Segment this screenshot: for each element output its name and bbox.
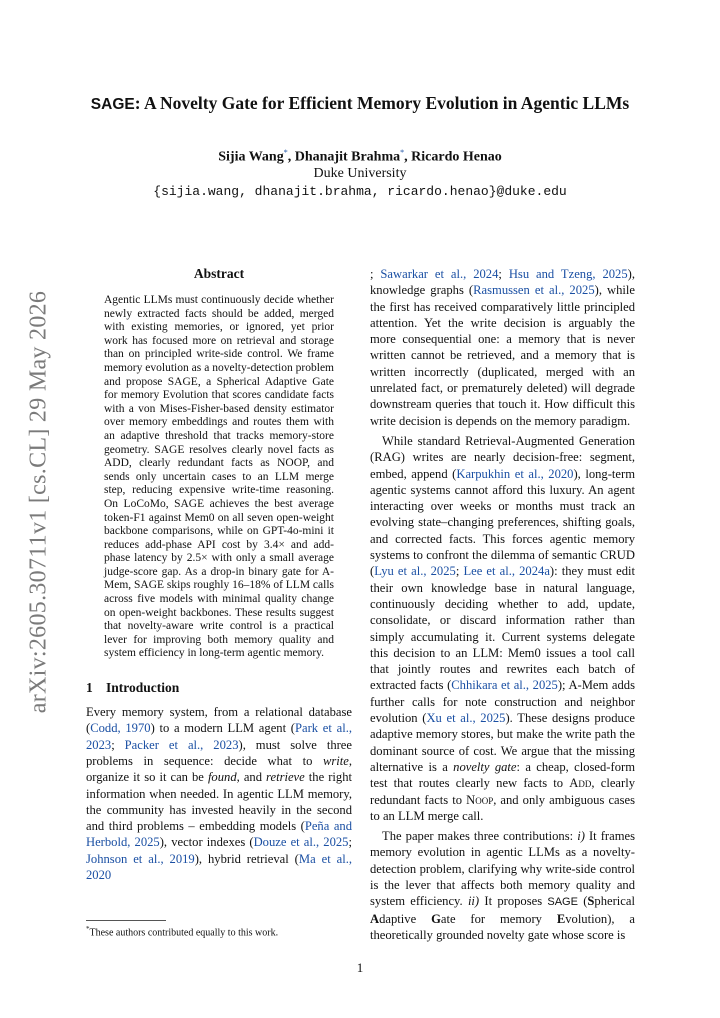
text-run: ) to a modern LLM agent ( [150, 721, 295, 736]
text-run: the right information when needed. In agentic LLM memory, the community has invested heavily in the second and third problems – embedding models ( [86, 770, 353, 834]
right-column [370, 266, 635, 943]
text-run: ): they must edit their own knowledge base in natural language, continuously deciding whether to add, update, consolidate, or discard information rather than simply accumulating it. Current systems delegate this decision to an LLM: Mem0 issues a tool call that jointly routes and rewrites each batch of extracted facts ( [370, 564, 636, 693]
text-run: , organize it so it can be [86, 753, 352, 785]
text-run: : a cheap, closed-form test that routes clearly new facts to [370, 759, 635, 791]
citation-link[interactable]: Lyu et al., 2025 [374, 564, 456, 579]
emphasis: ii) [467, 894, 480, 909]
citation-link[interactable]: Ma et al., 2020 [86, 851, 353, 882]
acronym-letter: G [431, 911, 441, 926]
text-run: ( [577, 894, 588, 909]
emphasis: write [322, 753, 349, 768]
acronym-letter: E [556, 911, 566, 926]
citation-link[interactable]: Peña and Herbold, 2025 [86, 819, 352, 850]
citation-link[interactable]: Chhikara et al., 2025 [451, 678, 558, 693]
text-run: ), must solve three problems in sequence: decide what to [86, 737, 352, 768]
citation-link[interactable]: Lee et al., 2024a [463, 564, 550, 579]
section-heading [86, 680, 352, 696]
footnote [86, 925, 356, 938]
acronym-letter: S [587, 894, 595, 909]
text-run: ), vector indexes ( [159, 835, 254, 850]
footnote-text: These authors contributed equally to this work. [89, 927, 279, 939]
title-text: : A Novelty Gate for Efficient Memory Evolution in Agentic LLMs [134, 93, 630, 113]
citation-link[interactable]: Xu et al., 2025 [426, 711, 506, 726]
text-run: volution), a theoretically grounded novelty gate whose score is [370, 911, 636, 942]
citation-link[interactable]: Johnson et al., 2019 [86, 851, 195, 866]
intro-paragraph-2 [370, 433, 635, 824]
paper-title [0, 93, 720, 114]
intro-paragraph-3 [370, 828, 635, 943]
text-run: ). These designs produce adaptive memory stores, but make the write path the dominant source of cost. We argue that the missing alternative is a [370, 711, 635, 774]
section-number: 1 [86, 680, 93, 696]
footnote-divider [86, 920, 166, 921]
emphasis: i) [577, 829, 585, 844]
text-run: daptive [379, 911, 432, 926]
operation-name: Noop [466, 792, 494, 807]
author-emails: {sijia.wang, dhanajit.brahma, ricardo.henao}@duke.edu [153, 184, 567, 199]
author-list [0, 148, 720, 166]
acronym-letter: A [370, 911, 380, 926]
text-run: Every memory system, from a relational database ( [86, 705, 352, 736]
operation-name: Add [569, 776, 592, 791]
text-run: , and only ambiguous cases to an LLM merge call. [370, 792, 636, 823]
citation-link[interactable]: Karpukhin et al., 2020 [456, 466, 574, 481]
emphasis: retrieve [266, 770, 305, 785]
text-run: It proposes [479, 894, 548, 909]
intro-paragraph-1 [86, 704, 352, 883]
author-separator: , [404, 149, 412, 165]
author-name: Ricardo Henao [411, 149, 502, 165]
text-run: ; [348, 835, 352, 850]
author-name: Dhanajit Brahma [294, 149, 401, 165]
text-run: ; [370, 267, 381, 281]
citation-link[interactable]: Codd, 1970 [90, 721, 151, 736]
text-run: ; [455, 564, 464, 579]
text-run: ), knowledge graphs ( [370, 267, 635, 298]
section-title: Introduction [106, 680, 180, 696]
author-name: Sijia Wang [218, 149, 284, 165]
text-run: ; [111, 737, 125, 752]
citation-link[interactable]: Sawarkar et al., 2024 [380, 267, 499, 281]
title-system-name: SAGE [90, 96, 135, 113]
page-number: 1 [356, 960, 364, 975]
arxiv-identifier-stamp [22, 282, 56, 722]
text-run: ), long-term agentic systems cannot afford this luxury. An agent interacting over weeks or months must track an evolving state–changing preferences, shifting goals, and corrected facts. This forces agentic memory systems to confront the dilemma of semantic CRUD ( [370, 466, 636, 579]
equal-contribution-mark: * [283, 148, 288, 157]
author-separator: , [287, 149, 295, 165]
text-run: While standard Retrieval-Augmented Generation (RAG) writes are nearly decision-free: segment, embed, append ( [370, 433, 635, 481]
text-run: ; [498, 267, 509, 281]
text-run: It frames memory evolution in agentic LLMs as a novelty-detection problem, clarifying why write-side control is the lever that affects both memory quality and system efficiency. [370, 829, 635, 909]
footnote-mark: * [86, 925, 90, 933]
text-run: ), while the first has received comparatively little principled attention. Yet the write decision is arguably the more consequential one: a memory that is never written cannot be retrieved, and a memory that is written incorrectly (duplicated, merged with an unrelated fact, or prematurely deleted) will degrade downstream queries that touch it. How difficult this write decision is depends on the memory paradigm. [370, 283, 635, 428]
system-name: SAGE [547, 896, 578, 909]
arxiv-identifier: arXiv:2605.30711v1 [cs.CL] 29 May 2026 [25, 290, 52, 714]
text-run: , and [236, 770, 267, 785]
citation-link[interactable]: Rasmussen et al., 2025 [473, 283, 595, 298]
text-run: ), hybrid retrieval ( [194, 851, 299, 866]
citation-link[interactable]: Hsu and Tzeng, 2025 [508, 267, 628, 281]
abstract-text: Agentic LLMs must continuously decide whether newly extracted facts should be added, merged with existing memories, or ignored, yet prior work has focused more on retrieval and storage than on principled write-side control. We frame memory evolution as a novelty-detection problem and propose SAGE, a Spherical Adaptive Gate for memory Evolution that scores candidate facts with a von Mises-Fisher-based density estimator over memory embeddings and routes them with an adaptive threshold that tracks memory-store geometry. SAGE resolves clearly novel facts as ADD, clearly redundant facts as NOOP, and sends only uncertain cases to an LLM merge step, reducing expensive write-time reasoning. On LoCoMo, SAGE achieves the best average token-F1 against Mem0 on all seven open-weight backbone comparisons, while on GPT-4o-mini it reduces add-phase API cost by 3.4× and add-phase latency by 2.5× with only a small average judge-score gap. As a drop-in binary gate for A-Mem, SAGE skips roughly 16–18% of LLM calls across five models with minimal quality change on open-weight backbones. These results suggest that novelty-aware write control is a practical lever for improving both memory quality and system efficiency in long-term agentic memory. [104, 294, 334, 660]
text-run: The paper makes three contributions: [382, 829, 578, 844]
citation-link[interactable]: Packer et al., 2023 [124, 737, 239, 752]
left-column [86, 266, 352, 883]
intro-paragraph-1-continued [370, 266, 635, 429]
text-run: , clearly redundant facts to [370, 776, 636, 807]
text-run: pherical [594, 894, 635, 909]
abstract-heading: Abstract [193, 266, 245, 281]
affiliation: Duke University [313, 166, 407, 181]
text-run: ate for memory [440, 911, 557, 926]
text-run: ); A-Mem adds further calls for note construction and neighbor evolution ( [370, 678, 635, 726]
citation-link[interactable]: Park et al., 2023 [86, 721, 353, 752]
citation-link[interactable]: Douze et al., 2025 [253, 835, 349, 850]
equal-contribution-mark: * [400, 148, 405, 157]
emphasis: novelty gate [453, 759, 517, 774]
emphasis: found [207, 770, 237, 785]
